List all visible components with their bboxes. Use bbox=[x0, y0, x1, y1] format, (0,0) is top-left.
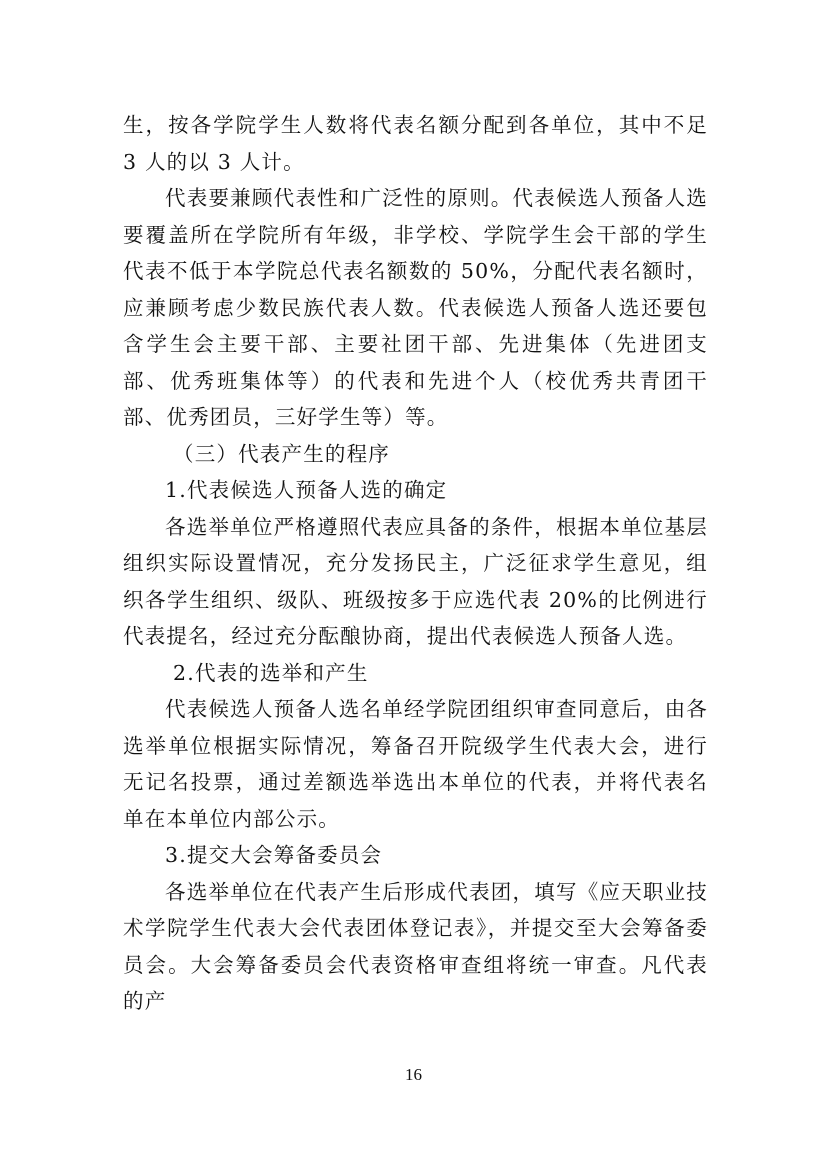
paragraph-continuation: 生，按各学院学生人数将代表名额分配到各单位，其中不足 3 人的以 3 人计。 bbox=[123, 113, 708, 174]
section-heading-procedure: （三）代表产生的程序 bbox=[173, 441, 390, 466]
paragraph-election: 代表候选人预备人选名单经学院团组织审查同意后，由各选举单位根据实际情况，筹备召开院级学生代表大会，进行无记名投票，通过差额选举选出本单位的代表，并将代表名单在本单位内部公示。 bbox=[123, 697, 708, 831]
page-number: 16 bbox=[405, 1065, 422, 1084]
subheading-submit-committee: 3.提交大会筹备委员会 bbox=[165, 843, 383, 867]
subheading-candidate-confirmation: 1.代表候选人预备人选的确定 bbox=[165, 478, 448, 502]
paragraph-representativeness: 代表要兼顾代表性和广泛性的原则。代表候选人预备人选要覆盖所在学院所有年级，非学校、学院学生会干部的学生代表不低于本学院总代表名额数的 50%，分配代表名额时，应兼顾考虑少数民族代表人数。代表候选人预备人选还要包含学生会主要干部、主要社团干部、先进集体（先进团支部、优秀班集体等）的代表和先进个人（校优秀共青团干部、优秀团员，三好学生等）等。 bbox=[123, 186, 708, 429]
document-body bbox=[123, 107, 708, 1020]
subheading-election: 2.代表的选举和产生 bbox=[173, 660, 369, 685]
paragraph-submit-committee: 各选举单位在代表产生后形成代表团，填写《应天职业技术学院学生代表大会代表团体登记表》，并提交至大会筹备委员会。大会筹备委员会代表资格审查组将统一审查。凡代表的产 bbox=[123, 879, 708, 1013]
paragraph-candidate-confirmation: 各选举单位严格遵照代表应具备的条件，根据本单位基层组织实际设置情况，充分发扬民主，广泛征求学生意见，组织各学生组织、级队、班级按多于应选代表 20%的比例进行代表提名，经过充分酝酿协商，提出代表候选人预备人选。 bbox=[123, 514, 708, 648]
